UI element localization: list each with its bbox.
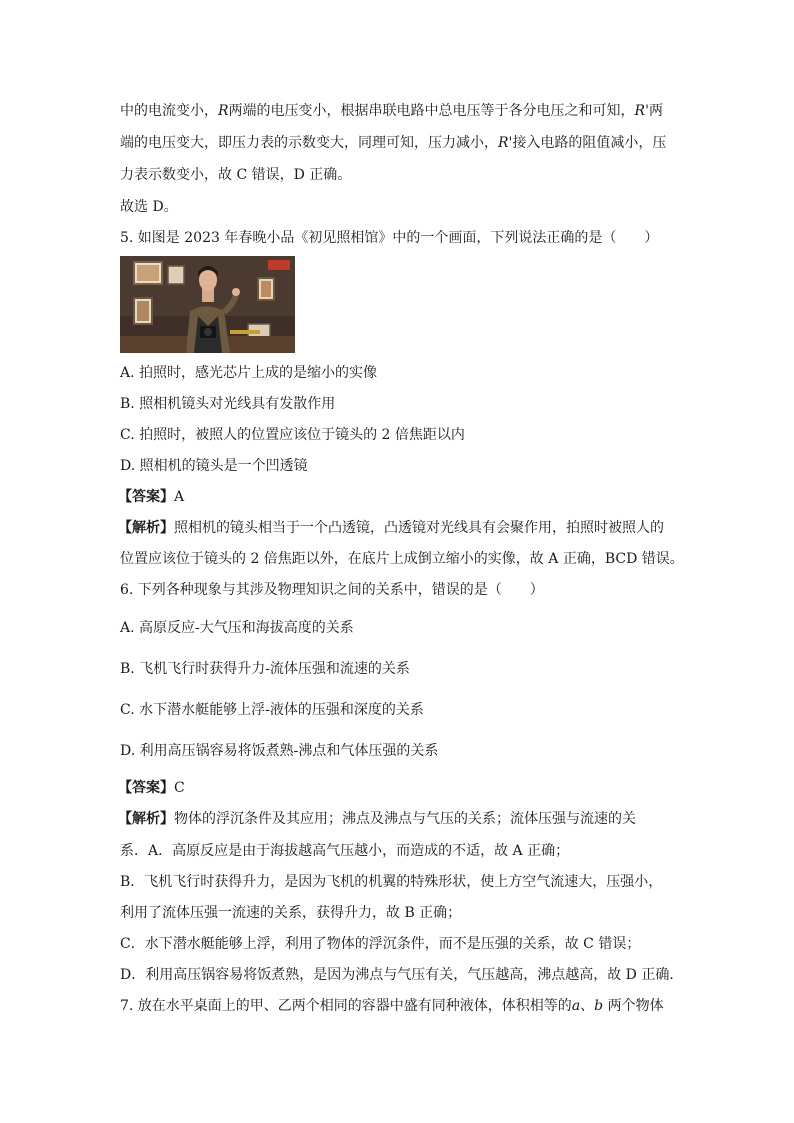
question-7 — [120, 996, 664, 1016]
variable-b: b — [594, 998, 604, 1014]
text-span: 两端的电压变小，根据串联电路中总电压等于各分电压之和可知， — [228, 103, 635, 119]
answer-tag: 【答案】 — [118, 780, 174, 796]
answer-6 — [118, 778, 185, 798]
question-6: 6. 下列各种现象与其涉及物理知识之间的关系中，错误的是（ ） — [120, 582, 544, 598]
conclusion-line: 故选 D。 — [120, 199, 178, 215]
answer-value: C — [174, 780, 185, 796]
explanation-5-line-1 — [118, 518, 664, 538]
variable-r: R — [218, 103, 229, 119]
text-span: 接入电路的阻值减小，压 — [512, 135, 667, 151]
question-5: 5. 如图是 2023 年春晚小品《初见照相馆》中的一个画面，下列说法正确的是（ ） — [120, 230, 659, 246]
text-line-1 — [120, 101, 663, 121]
sketch-photo — [120, 256, 295, 353]
variable-a: a — [571, 998, 581, 1014]
option-5b: B. 照相机镜头对光线具有发散作用 — [120, 396, 336, 412]
text-span: 7. 放在水平桌面上的甲、乙两个相同的容器中盛有同种液体，体积相等的 — [120, 998, 572, 1014]
explanation-6-line-2: 系．A．高原反应是由于海拔越高气压越小，而造成的不适，故 A 正确； — [120, 843, 570, 859]
text-line-2 — [120, 133, 666, 153]
text-span: 两 — [648, 103, 663, 119]
answer-5 — [118, 487, 184, 507]
explanation-6-line-4: 利用了流体压强一流速的关系，获得升力，故 B 正确； — [120, 905, 462, 921]
option-5c: C. 拍照时，被照人的位置应该位于镜头的 2 倍焦距以内 — [120, 427, 465, 443]
option-5d: D. 照相机的镜头是一个凹透镜 — [120, 458, 308, 474]
explanation-text: 照相机的镜头相当于一个凸透镜，凸透镜对光线具有会聚作用，拍照时被照人的 — [174, 520, 664, 536]
option-6d: D. 利用高压锅容易将饭煮熟-沸点和气体压强的关系 — [120, 743, 439, 759]
option-6c: C. 水下潜水艇能够上浮-液体的压强和深度的关系 — [120, 702, 424, 718]
explanation-5-line-2: 位置应该位于镜头的 2 倍焦距以外，在底片上成倒立缩小的实像，故 A 正确，BCD 错误。 — [120, 551, 684, 567]
variable-r-prime: R' — [498, 135, 513, 151]
text-span: 两个物体 — [603, 998, 664, 1014]
answer-tag: 【答案】 — [118, 489, 174, 505]
answer-value: A — [174, 489, 185, 505]
explanation-text: 物体的浮沉条件及其应用；沸点及沸点与气压的关系；流体压强与流速的关 — [174, 811, 636, 827]
text-span: 中的电流变小， — [120, 103, 218, 119]
option-6a: A. 高原反应-大气压和海拔高度的关系 — [120, 620, 354, 636]
option-5a: A. 拍照时，感光芯片上成的是缩小的实像 — [120, 365, 378, 381]
photo-illustration — [120, 256, 295, 353]
explanation-tag: 【解析】 — [118, 520, 174, 536]
text-span: 、 — [580, 998, 595, 1014]
variable-r-prime: R' — [634, 103, 649, 119]
explanation-tag: 【解析】 — [118, 811, 174, 827]
explanation-6-line-6: D．利用高压锅容易将饭煮熟，是因为沸点与气压有关，气压越高，沸点越高，故 D 正确． — [120, 967, 684, 983]
text-span: 端的电压变大，即压力表的示数变大，同理可知，压力减小， — [120, 135, 498, 151]
option-6b: B. 飞机飞行时获得升力-流体压强和流速的关系 — [120, 661, 410, 677]
explanation-6-line-1 — [118, 809, 636, 829]
text-line-3: 力表示数变小，故 C 错误，D 正确。 — [120, 167, 352, 183]
explanation-6-line-5: C．水下潜水艇能够上浮，利用了物体的浮沉条件，而不是压强的关系，故 C 错误； — [120, 936, 641, 952]
explanation-6-line-3: B．飞机飞行时获得升力，是因为飞机的机翼的特殊形状，使上方空气流速大，压强小， — [120, 874, 663, 890]
